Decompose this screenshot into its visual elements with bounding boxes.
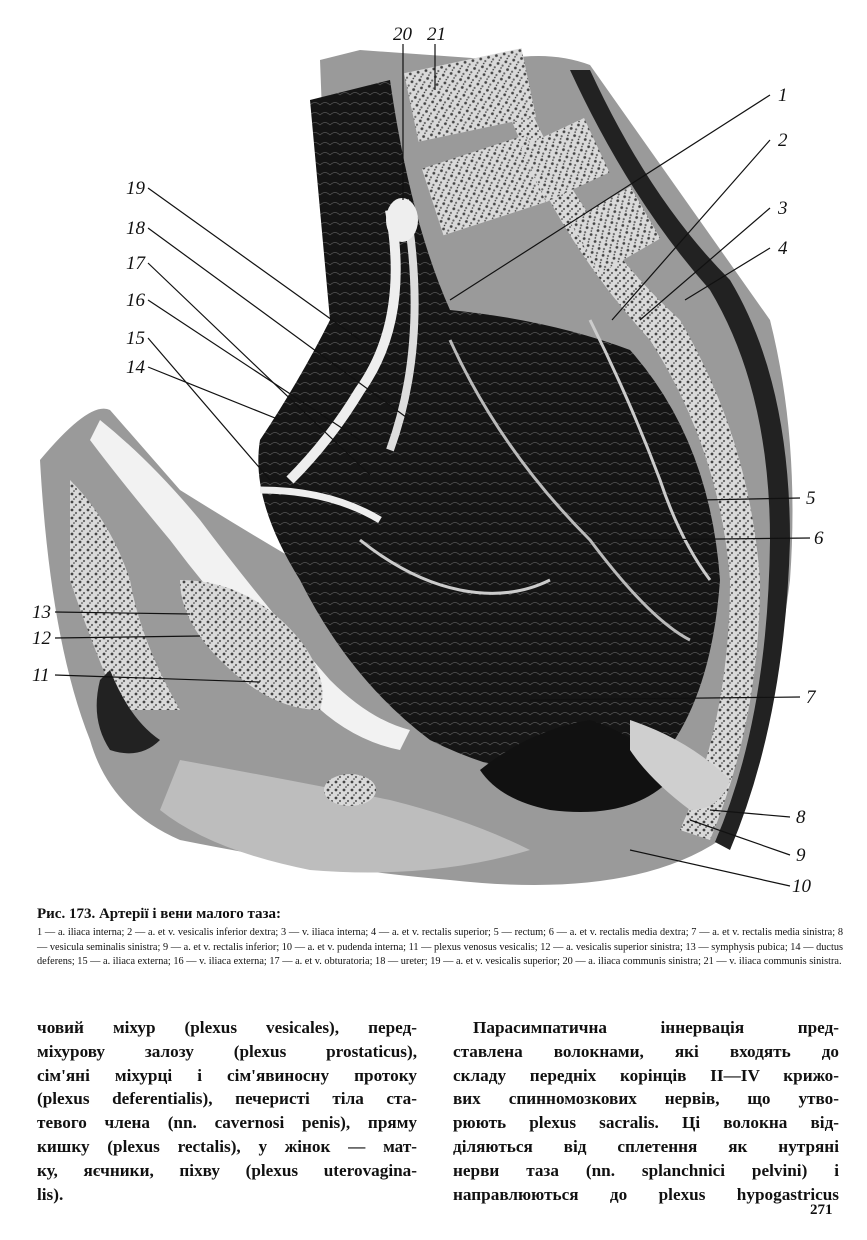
text-line: вих спинномозкових нервів, що утво- bbox=[453, 1089, 839, 1109]
pelvis-illustration bbox=[30, 20, 840, 900]
label-10: 10 bbox=[792, 876, 811, 897]
label-3: 3 bbox=[778, 198, 788, 219]
label-5: 5 bbox=[806, 488, 816, 509]
page-number: 271 bbox=[810, 1202, 833, 1218]
label-19: 19 bbox=[126, 178, 145, 199]
text-line: нерви таза (nn. splanchnici pelvini) і bbox=[453, 1160, 839, 1180]
text-line: тевого члена (nn. cavernosi penis), пряму bbox=[37, 1113, 417, 1133]
label-9: 9 bbox=[796, 845, 806, 866]
figure-caption-title: Рис. 173. Артерії і вени малого таза: bbox=[37, 906, 282, 922]
text-line: кишку (plexus rectalis), у жінок — мат- bbox=[37, 1136, 417, 1156]
text-line: ку, яєчники, піхву (plexus uterovagina- bbox=[37, 1160, 417, 1180]
label-18: 18 bbox=[126, 218, 145, 239]
label-8: 8 bbox=[796, 807, 806, 828]
label-6: 6 bbox=[814, 528, 824, 549]
text-line: рюють plexus sacralis. Ці волокна від- bbox=[453, 1113, 839, 1133]
label-15: 15 bbox=[126, 328, 145, 349]
label-12: 12 bbox=[32, 628, 51, 649]
label-20: 20 bbox=[393, 24, 412, 45]
pelvis-drawing bbox=[30, 20, 840, 900]
text-line: lis). bbox=[37, 1184, 64, 1204]
text-line: направлюються до plexus hypogastricus bbox=[453, 1184, 839, 1204]
text-column-right bbox=[453, 1016, 839, 1206]
label-7: 7 bbox=[806, 687, 816, 708]
label-11: 11 bbox=[32, 665, 50, 686]
label-14: 14 bbox=[126, 357, 145, 378]
label-1: 1 bbox=[778, 85, 788, 106]
label-17: 17 bbox=[126, 253, 145, 274]
label-2: 2 bbox=[778, 130, 788, 151]
text-line: ставлена волокнами, які входять до bbox=[453, 1041, 839, 1061]
text-line: діляються від сплетення як нутряні bbox=[453, 1136, 839, 1156]
text-line: Парасимпатична іннервація пред- bbox=[473, 1018, 839, 1037]
label-21: 21 bbox=[427, 24, 446, 45]
label-16: 16 bbox=[126, 290, 145, 311]
label-13: 13 bbox=[32, 602, 51, 623]
figure-legend: 1 — a. iliaca interna; 2 — a. et v. vesicalis inferior dextra; 3 — v. iliaca interna; 4 — a. et v. rectalis superior; 5 — rectum; 6 — a. et v. rectalis media dextra; 7 — a. et v. rectalis media sinistra; 8 — vesicula seminalis sinistra; 9 — a. et v. rectalis inferior; 10 — a. et v. pudenda interna; 11 — plexus venosus vesicalis; 12 — a. vesicalis superior sinistra; 13 — symphysis pubica; 14 — ductus deferens; 15 — a. iliaca externa; 16 — v. iliaca externa; 17 — a. et v. obturatoria; 18 — ureter; 19 — a. et v. vesicalis superior; 20 — a. iliaca communis sinistra; 21 — v. iliaca communis sinistra. bbox=[37, 927, 843, 968]
text-line: човий міхур (plexus vesicales), перед- bbox=[37, 1018, 417, 1037]
text-line: (plexus deferentialis), печеристі тіла ста- bbox=[37, 1089, 417, 1109]
label-4: 4 bbox=[778, 238, 788, 259]
text-line: складу передніх корінців II—IV крижо- bbox=[453, 1065, 839, 1085]
text-line: сім'яні міхурці і сім'явиносну протоку bbox=[37, 1065, 417, 1085]
text-column-left bbox=[37, 1016, 417, 1206]
text-line: міхурову залозу (plexus prostaticus), bbox=[37, 1041, 417, 1061]
